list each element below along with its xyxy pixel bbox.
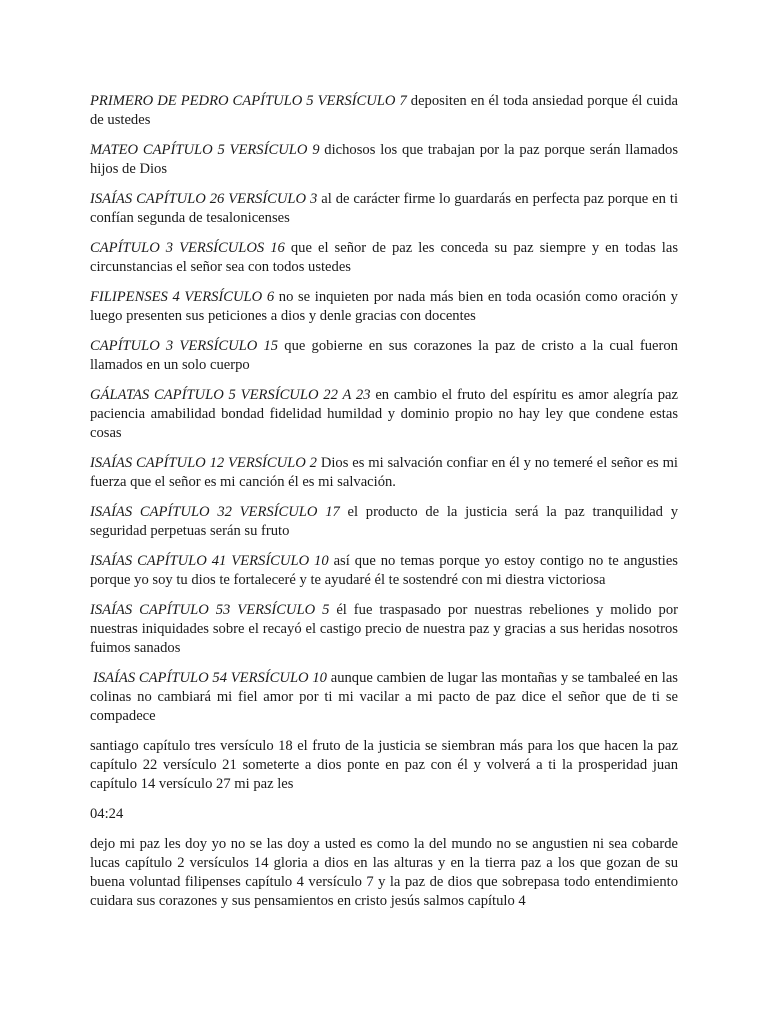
verse-reference: ISAÍAS CAPÍTULO 12 VERSÍCULO 2 [90, 455, 317, 471]
verse-text: no se inquieten por nada más bien en toda ocasión como oración y luego presenten sus peticiones a dios y denle gracias con docentes [90, 289, 678, 324]
verse-reference: ISAÍAS CAPÍTULO 32 VERSÍCULO 17 [90, 504, 340, 520]
verse-text: Dios es mi salvación confiar en él y no temeré el señor es mi fuerza que el señor es mi canción él es mi salvación. [90, 455, 678, 490]
verse-paragraph [90, 386, 678, 443]
verse-text: el producto de la justicia será la paz tranquilidad y seguridad perpetuas serán su fruto [90, 504, 678, 539]
document-page [90, 92, 678, 922]
verse-paragraph [90, 141, 678, 179]
verse-reference: ISAÍAS CAPÍTULO 53 VERSÍCULO 5 [90, 602, 330, 618]
verse-text: aunque cambien de lugar las montañas y se tambaleé en las colinas no cambiará mi fiel amor por ti mi vacilar a mi pacto de paz dice el señor que de ti se compadece [90, 670, 678, 724]
verse-text: que el señor de paz les conceda su paz siempre y en todas las circunstancias el señor sea con todos ustedes [90, 240, 678, 275]
verse-text: santiago capítulo tres versículo 18 el fruto de la justicia se siembran más para los que hacen la paz capítulo 22 versículo 21 someterte a dios ponte en paz con él y volverá a ti la prosperidad juan capítulo 14 versículo 27 mi paz les [90, 738, 678, 792]
verse-reference: MATEO CAPÍTULO 5 VERSÍCULO 9 [90, 142, 320, 158]
verse-paragraph [90, 669, 678, 726]
verse-paragraph [90, 190, 678, 228]
verse-text: así que no temas porque yo estoy contigo no te angusties porque yo soy tu dios te fortaleceré y te ayudaré él te sostendré con mi diestra victoriosa [90, 553, 678, 588]
timestamp: 04:24 [90, 806, 124, 822]
verse-reference: CAPÍTULO 3 VERSÍCULOS 16 [90, 240, 285, 256]
verse-paragraph [90, 92, 678, 130]
verse-text: en cambio el fruto del espíritu es amor alegría paz paciencia amabilidad bondad fidelidad humildad y dominio propio no hay ley que condene estas cosas [90, 387, 678, 441]
verse-reference: ISAÍAS CAPÍTULO 54 VERSÍCULO 10 [93, 670, 327, 686]
verse-paragraph [90, 337, 678, 375]
verse-paragraph [90, 552, 678, 590]
verse-paragraph [90, 239, 678, 277]
verse-reference: GÁLATAS CAPÍTULO 5 VERSÍCULO 22 A 23 [90, 387, 371, 403]
final-paragraph: dejo mi paz les doy yo no se las doy a usted es como la del mundo no se angustien ni sea cobarde lucas capítulo 2 versículos 14 gloria a dios en las alturas y en la tierra paz a los que gozan de su buena voluntad filipenses capítulo 4 versículo 7 y la paz de dios que sobrepasa todo entendimiento cuidara sus corazones y sus pensamientos en cristo jesús salmos capítulo 4 [90, 836, 678, 909]
verse-paragraph [90, 503, 678, 541]
verse-reference: CAPÍTULO 3 VERSÍCULO 15 [90, 338, 279, 354]
verse-paragraph [90, 454, 678, 492]
verse-text: que gobierne en sus corazones la paz de cristo a la cual fueron llamados en un solo cuerpo [90, 338, 678, 373]
verse-text: al de carácter firme lo guardarás en perfecta paz porque en ti confían segunda de tesalonicenses [90, 191, 678, 226]
verse-text: él fue traspasado por nuestras rebeliones y molido por nuestras iniquidades sobre el recayó el castigo precio de nuestra paz y gracias a sus heridas nosotros fuimos sanados [90, 602, 678, 656]
verse-reference: PRIMERO DE PEDRO CAPÍTULO 5 VERSÍCULO 7 [90, 93, 407, 109]
verse-reference: FILIPENSES 4 VERSÍCULO 6 [90, 289, 275, 305]
verse-text: dichosos los que trabajan por la paz porque serán llamados hijos de Dios [90, 142, 678, 177]
verse-reference: ISAÍAS CAPÍTULO 41 VERSÍCULO 10 [90, 553, 329, 569]
verse-text: depositen en él toda ansiedad porque él cuida de ustedes [90, 93, 678, 128]
verse-paragraph [90, 737, 678, 794]
verse-paragraph [90, 601, 678, 658]
verse-reference: ISAÍAS CAPÍTULO 26 VERSÍCULO 3 [90, 191, 318, 207]
verse-paragraph [90, 288, 678, 326]
